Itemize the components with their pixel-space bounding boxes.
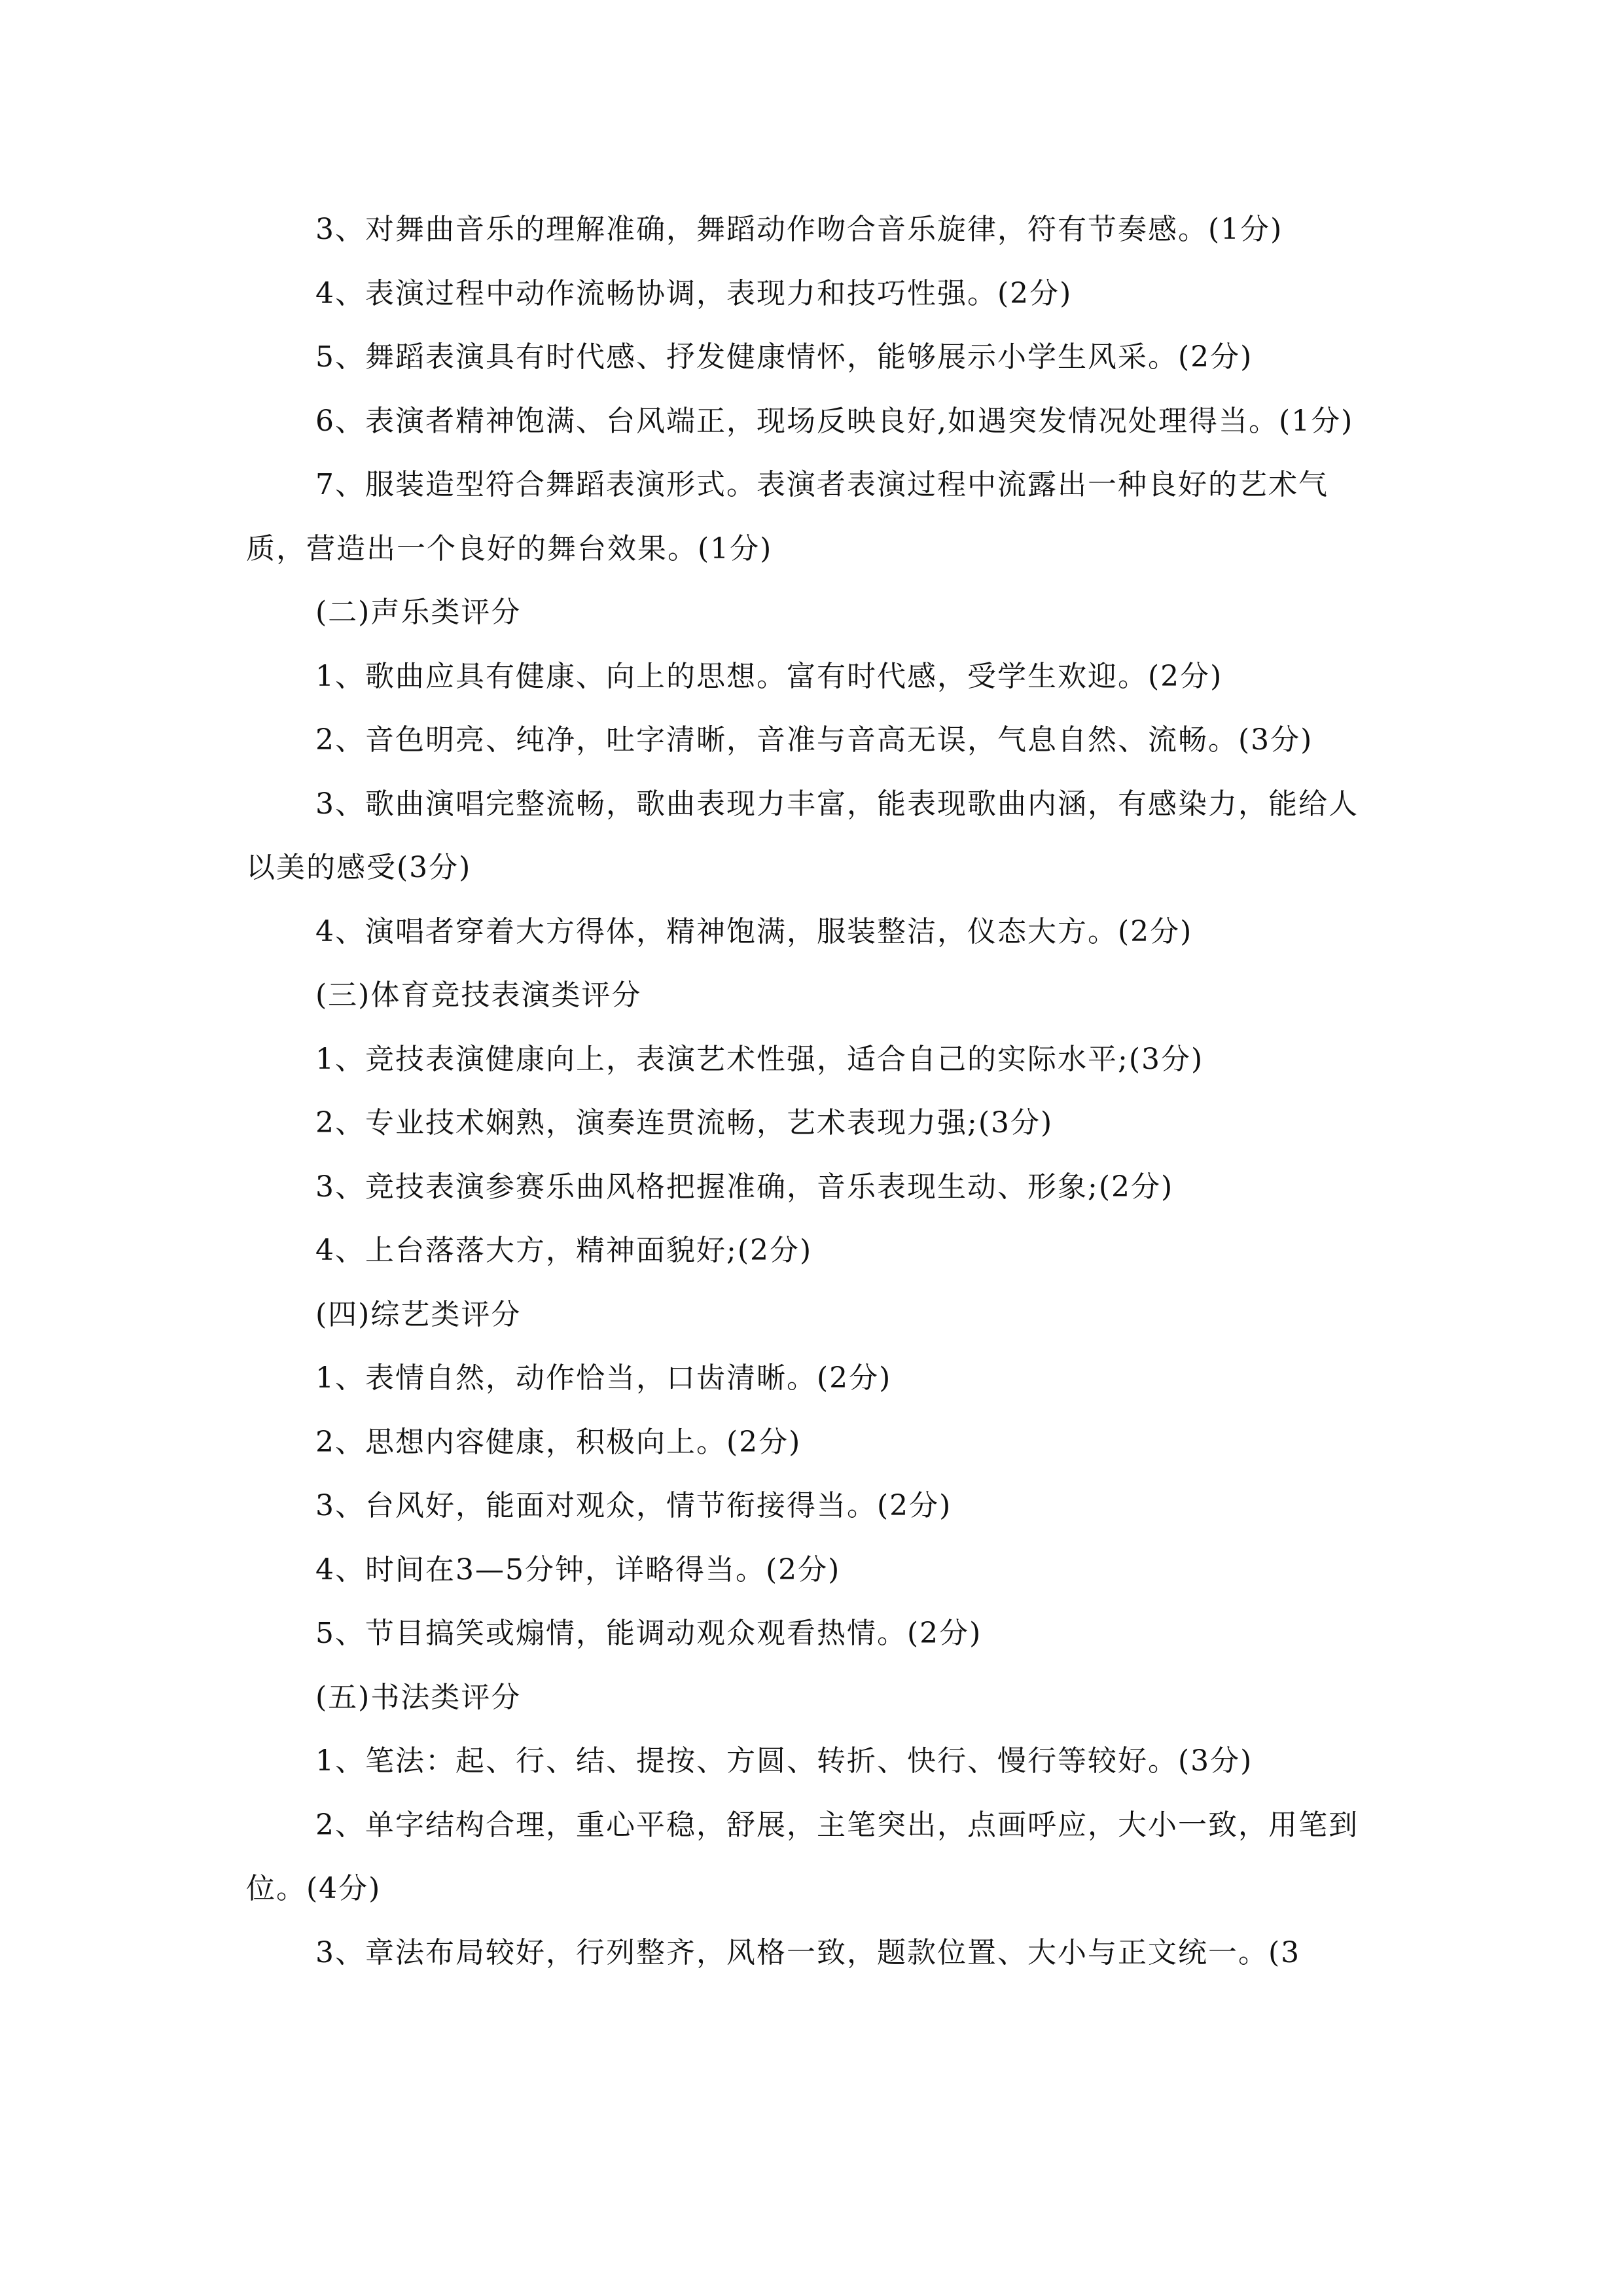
variety-item-3: 3、台风好，能面对观众，情节衔接得当。(2分) <box>315 1489 952 1522</box>
calligraphy-item-2: 2、单字结构合理，重心平稳，舒展，主笔突出，点画呼应，大小一致，用笔到位。(4分) <box>246 1808 1359 1905</box>
variety-item-4: 4、时间在3—5分钟，详略得当。(2分) <box>315 1552 841 1587</box>
variety-item-5: 5、节目搞笑或煽情，能调动观众观看热情。(2分) <box>315 1617 982 1650</box>
section-heading-sports: (三)体育竞技表演类评分 <box>315 978 642 1012</box>
vocal-item-4: 4、演唱者穿着大方得体，精神饱满，服装整洁，仪态大方。(2分) <box>315 914 1193 948</box>
dance-item-7: 7、服装造型符合舞蹈表演形式。表演者表演过程中流露出一种良好的艺术气质，营造出一个良好的舞台效果。(1分) <box>246 468 1329 565</box>
calligraphy-item-1: 1、笔法：起、行、结、提按、方圆、转折、快行、慢行等较好。(3分) <box>315 1744 1253 1778</box>
section-heading-variety: (四)综艺类评分 <box>315 1297 522 1331</box>
section-heading-calligraphy: (五)书法类评分 <box>315 1680 522 1714</box>
variety-item-1: 1、表情自然，动作恰当，口齿清晰。(2分) <box>315 1361 892 1395</box>
section-heading-vocal: (二)声乐类评分 <box>315 596 522 629</box>
dance-item-4: 4、表演过程中动作流畅协调，表现力和技巧性强。(2分) <box>315 276 1073 310</box>
dance-item-5: 5、舞蹈表演具有时代感、抒发健康情怀，能够展示小学生风采。(2分) <box>315 340 1253 374</box>
vocal-item-1: 1、歌曲应具有健康、向上的思想。富有时代感，受学生欢迎。(2分) <box>315 659 1223 693</box>
sports-item-4: 4、上台落落大方，精神面貌好;(2分) <box>315 1234 813 1267</box>
dance-item-6: 6、表演者精神饱满、台风端正，现场反映良好,如遇突发情况处理得当。(1分) <box>315 404 1354 438</box>
sports-item-2: 2、专业技术娴熟，演奏连贯流畅，艺术表现力强;(3分) <box>315 1106 1054 1139</box>
vocal-item-2: 2、音色明亮、纯净，吐字清晰，音准与音高无误，气息自然、流畅。(3分) <box>315 723 1313 757</box>
calligraphy-item-3: 3、章法布局较好，行列整齐，风格一致，题款位置、大小与正文统一。(3 <box>315 1935 1301 1969</box>
vocal-item-3: 3、歌曲演唱完整流畅，歌曲表现力丰富，能表现歌曲内涵，有感染力，能给人以美的感受(3分) <box>246 787 1359 884</box>
sports-item-3: 3、竞技表演参赛乐曲风格把握准确，音乐表现生动、形象;(2分) <box>315 1170 1174 1204</box>
dance-item-3: 3、对舞曲音乐的理解准确，舞蹈动作吻合音乐旋律，符有节奏感。(1分) <box>315 213 1283 246</box>
sports-item-1: 1、竞技表演健康向上，表演艺术性强，适合自己的实际水平;(3分) <box>315 1042 1204 1076</box>
variety-item-2: 2、思想内容健康，积极向上。(2分) <box>315 1425 802 1459</box>
document-body <box>246 198 1381 1984</box>
